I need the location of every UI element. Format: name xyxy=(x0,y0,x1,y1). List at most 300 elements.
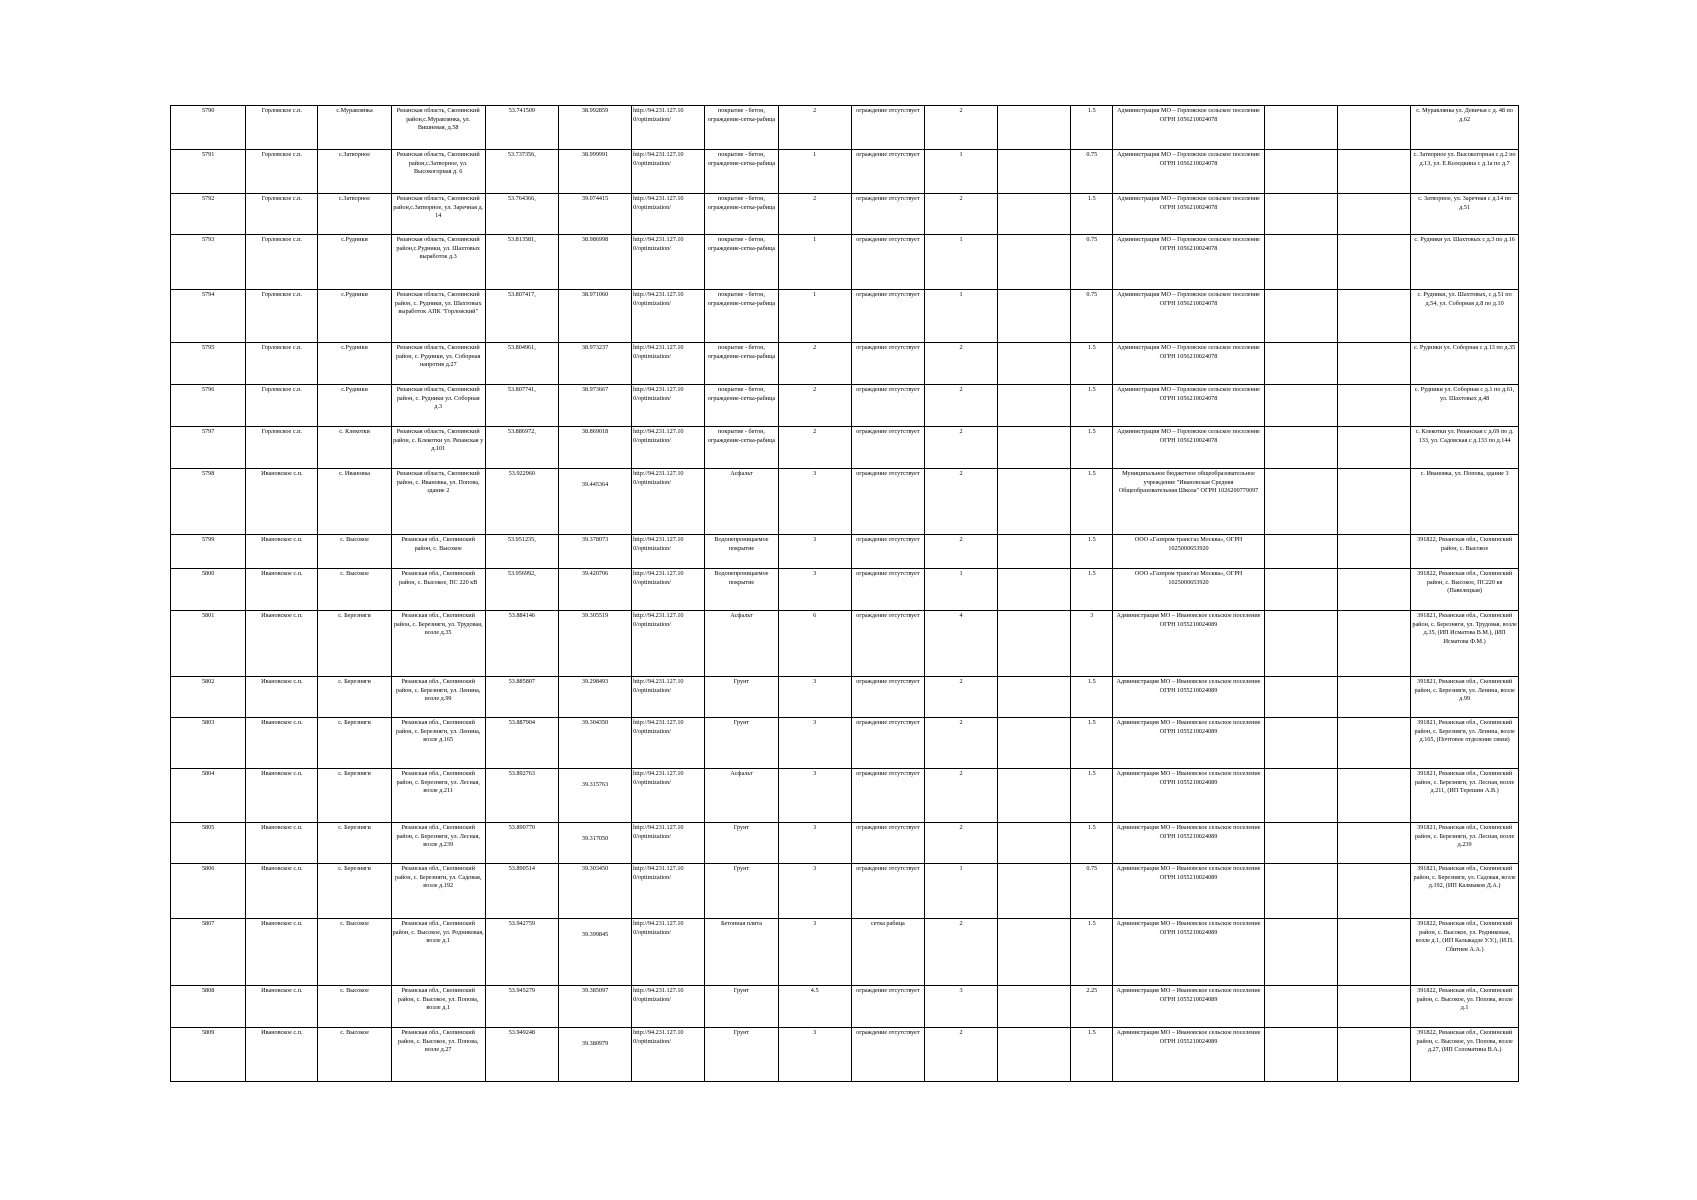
longitude-cell: 39.315763 xyxy=(558,769,631,823)
empty-cell xyxy=(998,769,1071,823)
map-link-cell[interactable]: http://94.231.127.10 0/optimization/ xyxy=(632,106,705,150)
address-cell: Рязанская обл., Скопинский район, с. Березняги, ул. Ленина, возле д.99 xyxy=(391,677,485,718)
empty-cell xyxy=(1338,194,1411,235)
locality-cell: с. Клекотки xyxy=(318,427,391,469)
empty-cell xyxy=(998,919,1071,986)
map-link-cell[interactable]: http://94.231.127.10 0/optimization/ xyxy=(632,864,705,919)
map-link-cell[interactable]: http://94.231.127.10 0/optimization/ xyxy=(632,611,705,677)
owner-cell: Администрация МО – Ивановское сельское поселение ОГРН 1055210024089 xyxy=(1113,718,1265,769)
area-cell: 1 xyxy=(778,235,851,290)
volume-cell: 1.5 xyxy=(1071,469,1113,535)
waste-sources-cell: 391822, Рязанская обл., Скопинский район, с. Высокое, ул. Попова, возле д.27, (ИП Соломатина В.А.) xyxy=(1411,1028,1519,1082)
latitude-cell: 53.951235, xyxy=(485,535,558,569)
empty-cell xyxy=(1264,235,1337,290)
volume-cell: 1.5 xyxy=(1071,919,1113,986)
address-cell: Рязанская область, Скопинский район, с. Клекотки ул. Рязанская у д.101 xyxy=(391,427,485,469)
empty-cell xyxy=(1264,427,1337,469)
container-count-cell: 2 xyxy=(924,769,997,823)
container-count-cell: 2 xyxy=(924,677,997,718)
empty-cell xyxy=(998,535,1071,569)
waste-sources-cell: с. Рудники, ул. Шахтовых, с д.51 по д.54, ул. Соборная д.8 по д.10 xyxy=(1411,290,1519,343)
area-cell: 4.5 xyxy=(778,986,851,1028)
waste-sources-cell: с. Рудники ул. Шахтовых с д.3 по д.16 xyxy=(1411,235,1519,290)
area-cell: 3 xyxy=(778,569,851,611)
volume-cell: 1.5 xyxy=(1071,1028,1113,1082)
longitude-cell: 39.305519 xyxy=(558,611,631,677)
locality-cell: с. Высокое xyxy=(318,919,391,986)
longitude-cell: 38.973237 xyxy=(558,343,631,385)
address-cell: Рязанская область, Скопинский район,с.Затворное, ул. Заречная д. 14 xyxy=(391,194,485,235)
owner-cell: ООО «Газпром трансгаз Москва», ОГРН 1025000653920 xyxy=(1113,535,1265,569)
waste-sources-cell: с. Клекотки ул. Рязанская с д.69 по д. 133, ул. Садовская с д.133 по д.144 xyxy=(1411,427,1519,469)
owner-cell: Администрация МО – Горловское сельское поселение ОГРН 1056210024078 xyxy=(1113,106,1265,150)
empty-cell xyxy=(998,823,1071,864)
locality-cell: с.Затворное xyxy=(318,150,391,194)
table-row xyxy=(171,769,1519,823)
map-link-cell[interactable]: http://94.231.127.10 0/optimization/ xyxy=(632,235,705,290)
settlement-cell: Горловское с.п. xyxy=(246,343,318,385)
map-link-cell[interactable]: http://94.231.127.10 0/optimization/ xyxy=(632,986,705,1028)
latitude-cell: 53.804961, xyxy=(485,343,558,385)
locality-cell: с.Рудники xyxy=(318,385,391,427)
empty-cell xyxy=(1338,769,1411,823)
fence-cell: сетка рабица xyxy=(851,919,924,986)
empty-cell xyxy=(998,385,1071,427)
row-number: 5797 xyxy=(171,427,246,469)
container-count-cell: 1 xyxy=(924,569,997,611)
locality-cell: с. Березняги xyxy=(318,718,391,769)
empty-cell xyxy=(1264,469,1337,535)
surface-cell: покрытие - бетон, ограждение-сетка-рабица xyxy=(705,385,778,427)
settlement-cell: Ивановское с.п. xyxy=(246,469,318,535)
area-cell: 1 xyxy=(778,150,851,194)
owner-cell: Администрация МО – Ивановское сельское поселение ОГРН 1055210024089 xyxy=(1113,1028,1265,1082)
locality-cell: с. Высокое xyxy=(318,535,391,569)
row-number: 5796 xyxy=(171,385,246,427)
empty-cell xyxy=(1264,986,1337,1028)
volume-cell: 3 xyxy=(1071,611,1113,677)
address-cell: Рязанская обл., Скопинский район, с. Березняги, ул. Трудовая, возле д.35 xyxy=(391,611,485,677)
waste-sources-cell: 391822, Рязанская обл., Скопинский район, с. Высокое, ПС220 кв (Павелецкая) xyxy=(1411,569,1519,611)
row-number: 5800 xyxy=(171,569,246,611)
surface-cell: Асфальт xyxy=(705,469,778,535)
address-cell: Рязанская область, Скопинский район, с. Рудники, ул. Соборная напротив д.27 xyxy=(391,343,485,385)
latitude-cell: 53.887904 xyxy=(485,718,558,769)
waste-sources-cell: с. Муравлянка ул. Девичья с д. 48 по д.62 xyxy=(1411,106,1519,150)
table-row xyxy=(171,235,1519,290)
locality-cell: с.Рудники xyxy=(318,235,391,290)
area-cell: 3 xyxy=(778,1028,851,1082)
table-row xyxy=(171,823,1519,864)
empty-cell xyxy=(998,427,1071,469)
area-cell: 6 xyxy=(778,611,851,677)
table-row xyxy=(171,677,1519,718)
owner-cell: Муниципальное бюджетное общеобразовательное учреждение "Ивановская Средняя Общеобразовательная Школа" ОГРН 1026200779097 xyxy=(1113,469,1265,535)
surface-cell: покрытие - бетон, ограждение-сетка-рабица xyxy=(705,150,778,194)
fence-cell: ограждение отсутствует xyxy=(851,194,924,235)
locality-cell: с. Высокое xyxy=(318,986,391,1028)
empty-cell xyxy=(1338,427,1411,469)
surface-cell: Грунт xyxy=(705,718,778,769)
address-cell: Рязанская обл., Скопинский район, с. Березняги, ул. Лесная, возле д.211 xyxy=(391,769,485,823)
volume-cell: 1.5 xyxy=(1071,343,1113,385)
row-number: 5803 xyxy=(171,718,246,769)
volume-cell: 0.75 xyxy=(1071,235,1113,290)
owner-cell: ООО «Газпром трансгаз Москва», ОГРН 1025000653920 xyxy=(1113,569,1265,611)
owner-cell: Администрация МО – Ивановское сельское поселение ОГРН 1055210024089 xyxy=(1113,919,1265,986)
fence-cell: ограждение отсутствует xyxy=(851,769,924,823)
volume-cell: 0.75 xyxy=(1071,150,1113,194)
locality-cell: с. Березняги xyxy=(318,864,391,919)
container-count-cell: 2 xyxy=(924,1028,997,1082)
row-number: 5794 xyxy=(171,290,246,343)
map-link-cell[interactable]: http://94.231.127.10 0/optimization/ xyxy=(632,569,705,611)
empty-cell xyxy=(998,106,1071,150)
fence-cell: ограждение отсутствует xyxy=(851,1028,924,1082)
latitude-cell: 53.807741, xyxy=(485,385,558,427)
volume-cell: 1.5 xyxy=(1071,427,1113,469)
fence-cell: ограждение отсутствует xyxy=(851,718,924,769)
longitude-cell: 39.385097 xyxy=(558,986,631,1028)
row-number: 5790 xyxy=(171,106,246,150)
waste-sources-cell: 391821, Рязанская обл., Скопинский район, с. Березняги, ул. Трудовая, возле д.35, (ИП Исматова В.М.), (ИП Исматова Ф.М.) xyxy=(1411,611,1519,677)
table-row xyxy=(171,427,1519,469)
area-cell: 2 xyxy=(778,427,851,469)
owner-cell: Администрация МО – Ивановское сельское поселение ОГРН 1055210024089 xyxy=(1113,986,1265,1028)
row-number: 5799 xyxy=(171,535,246,569)
volume-cell: 2.25 xyxy=(1071,986,1113,1028)
latitude-cell: 53.813581, xyxy=(485,235,558,290)
empty-cell xyxy=(1264,769,1337,823)
empty-cell xyxy=(1338,569,1411,611)
longitude-cell: 39.317050 xyxy=(558,823,631,864)
fence-cell: ограждение отсутствует xyxy=(851,611,924,677)
volume-cell: 1.5 xyxy=(1071,569,1113,611)
table-row xyxy=(171,1028,1519,1082)
settlement-cell: Горловское с.п. xyxy=(246,235,318,290)
row-number: 5798 xyxy=(171,469,246,535)
container-count-cell: 2 xyxy=(924,385,997,427)
empty-cell xyxy=(998,677,1071,718)
area-cell: 3 xyxy=(778,823,851,864)
volume-cell: 1.5 xyxy=(1071,194,1113,235)
container-count-cell: 3 xyxy=(924,986,997,1028)
latitude-cell: 53.764366, xyxy=(485,194,558,235)
fence-cell: ограждение отсутствует xyxy=(851,106,924,150)
owner-cell: Администрация МО – Горловское сельское поселение ОГРН 1056210024078 xyxy=(1113,427,1265,469)
area-cell: 3 xyxy=(778,469,851,535)
container-count-cell: 2 xyxy=(924,718,997,769)
volume-cell: 0.75 xyxy=(1071,290,1113,343)
empty-cell xyxy=(1338,919,1411,986)
address-cell: Рязанская область, Скопинский район,с.Затворное, ул. Высокогорная д. 6 xyxy=(391,150,485,194)
map-link-cell[interactable]: http://94.231.127.10 0/optimization/ xyxy=(632,385,705,427)
fence-cell: ограждение отсутствует xyxy=(851,569,924,611)
empty-cell xyxy=(1338,677,1411,718)
fence-cell: ограждение отсутствует xyxy=(851,823,924,864)
surface-cell: Грунт xyxy=(705,1028,778,1082)
empty-cell xyxy=(998,235,1071,290)
settlement-cell: Ивановское с.п. xyxy=(246,569,318,611)
address-cell: Рязанская обл., Скопинский район, с. Высокое, ул. Попова, возле д.27 xyxy=(391,1028,485,1082)
container-count-cell: 2 xyxy=(924,106,997,150)
table-row xyxy=(171,343,1519,385)
longitude-cell: 38.999991 xyxy=(558,150,631,194)
latitude-cell: 53.949248 xyxy=(485,1028,558,1082)
latitude-cell: 53.885807 xyxy=(485,677,558,718)
row-number: 5795 xyxy=(171,343,246,385)
map-link-cell[interactable]: http://94.231.127.10 0/optimization/ xyxy=(632,290,705,343)
longitude-cell: 39.380979 xyxy=(558,1028,631,1082)
waste-sources-cell: 391822, Рязанская обл., Скопинский район, с. Высокое, ул. Родниковая, возле д.1, (ИП Калыкадзе У.У.), (И.П. Сбитнев А.А.) xyxy=(1411,919,1519,986)
locality-cell: с. Высокое xyxy=(318,569,391,611)
address-cell: Рязанская обл., Скопинский район, с. Березняги, ул. Садовая, возле д.192 xyxy=(391,864,485,919)
table-row xyxy=(171,469,1519,535)
address-cell: Рязанская область, Скопинский район, с. Рудники, ул. Шахтовых выработок АПК "Горловский" xyxy=(391,290,485,343)
volume-cell: 1.5 xyxy=(1071,106,1113,150)
owner-cell: Администрация МО – Ивановское сельское поселение ОГРН 1055210024089 xyxy=(1113,823,1265,864)
map-link-cell[interactable]: http://94.231.127.10 0/optimization/ xyxy=(632,919,705,986)
table-row xyxy=(171,290,1519,343)
longitude-cell: 39.298493 xyxy=(558,677,631,718)
address-cell: Рязанская обл., Скопинский район, с. Березняги, ул. Ленина, возле д.165 xyxy=(391,718,485,769)
empty-cell xyxy=(998,718,1071,769)
settlement-cell: Ивановское с.п. xyxy=(246,677,318,718)
map-link-cell[interactable]: http://94.231.127.10 0/optimization/ xyxy=(632,194,705,235)
empty-cell xyxy=(1264,106,1337,150)
map-link-cell[interactable]: http://94.231.127.10 0/optimization/ xyxy=(632,150,705,194)
settlement-cell: Горловское с.п. xyxy=(246,385,318,427)
empty-cell xyxy=(1264,1028,1337,1082)
address-cell: Рязанская обл., Скопинский район, с. Высокое, ул. Родниковая, возле д.1 xyxy=(391,919,485,986)
surface-cell: Грунт xyxy=(705,986,778,1028)
surface-cell: покрытие - бетон, ограждение-сетка-рабица xyxy=(705,343,778,385)
waste-sources-cell: с. Ивановка, ул. Попова, здание 3 xyxy=(1411,469,1519,535)
map-link-cell[interactable]: http://94.231.127.10 0/optimization/ xyxy=(632,718,705,769)
surface-cell: покрытие - бетон, ограждение-сетка-рабица xyxy=(705,235,778,290)
table-row xyxy=(171,385,1519,427)
container-count-cell: 1 xyxy=(924,150,997,194)
volume-cell: 0.75 xyxy=(1071,864,1113,919)
empty-cell xyxy=(998,864,1071,919)
map-link-cell[interactable]: http://94.231.127.10 0/optimization/ xyxy=(632,823,705,864)
row-number: 5802 xyxy=(171,677,246,718)
locality-cell: с. Березняги xyxy=(318,677,391,718)
row-number: 5804 xyxy=(171,769,246,823)
container-count-cell: 2 xyxy=(924,469,997,535)
empty-cell xyxy=(1338,718,1411,769)
locality-cell: с. Березняги xyxy=(318,769,391,823)
map-link-cell[interactable]: http://94.231.127.10 0/optimization/ xyxy=(632,427,705,469)
container-count-cell: 2 xyxy=(924,919,997,986)
registry-sheet xyxy=(170,105,1519,1082)
latitude-cell: 53.922960 xyxy=(485,469,558,535)
longitude-cell: 39.303450 xyxy=(558,864,631,919)
longitude-cell: 39.074415 xyxy=(558,194,631,235)
map-link-cell[interactable]: http://94.231.127.10 0/optimization/ xyxy=(632,535,705,569)
map-link-cell[interactable]: http://94.231.127.10 0/optimization/ xyxy=(632,677,705,718)
table-row xyxy=(171,569,1519,611)
table-row xyxy=(171,718,1519,769)
area-cell: 2 xyxy=(778,194,851,235)
table-row xyxy=(171,106,1519,150)
locality-cell: с. Ивановка xyxy=(318,469,391,535)
table-row xyxy=(171,194,1519,235)
empty-cell xyxy=(1338,1028,1411,1082)
area-cell: 3 xyxy=(778,769,851,823)
longitude-cell: 38.869018 xyxy=(558,427,631,469)
settlement-cell: Горловское с.п. xyxy=(246,194,318,235)
container-count-cell: 4 xyxy=(924,611,997,677)
container-count-cell: 2 xyxy=(924,343,997,385)
empty-cell xyxy=(1338,986,1411,1028)
longitude-cell: 38.971060 xyxy=(558,290,631,343)
empty-cell xyxy=(998,290,1071,343)
settlement-cell: Горловское с.п. xyxy=(246,106,318,150)
address-cell: Рязанская обл., Скопинский район, с. Высокое xyxy=(391,535,485,569)
empty-cell xyxy=(1338,823,1411,864)
fence-cell: ограждение отсутствует xyxy=(851,864,924,919)
empty-cell xyxy=(1264,290,1337,343)
table-row xyxy=(171,535,1519,569)
waste-sources-cell: 391821, Рязанская обл., Скопинский район, с. Березняги, ул. Лесная, возле д.211, (ИП Терешин А.В.) xyxy=(1411,769,1519,823)
area-cell: 3 xyxy=(778,919,851,986)
empty-cell xyxy=(1338,290,1411,343)
row-number: 5801 xyxy=(171,611,246,677)
owner-cell: Администрация МО – Ивановское сельское поселение ОГРН 1055210024089 xyxy=(1113,611,1265,677)
waste-sources-cell: с. Затворное ул. Высокогорная с д.2 по д.13, ул. Е.Колодкина с д.1а по д.7 xyxy=(1411,150,1519,194)
empty-cell xyxy=(1338,535,1411,569)
settlement-cell: Ивановское с.п. xyxy=(246,1028,318,1082)
empty-cell xyxy=(998,150,1071,194)
latitude-cell: 53.884146 xyxy=(485,611,558,677)
fence-cell: ограждение отсутствует xyxy=(851,469,924,535)
area-cell: 3 xyxy=(778,677,851,718)
empty-cell xyxy=(1264,718,1337,769)
empty-cell xyxy=(1338,343,1411,385)
registry-rows xyxy=(171,106,1519,1082)
fence-cell: ограждение отсутствует xyxy=(851,343,924,385)
volume-cell: 1.5 xyxy=(1071,677,1113,718)
locality-cell: с.Муравлянка xyxy=(318,106,391,150)
table-row xyxy=(171,986,1519,1028)
settlement-cell: Горловское с.п. xyxy=(246,290,318,343)
address-cell: Рязанская область, Скопинский район, с. Ивановка, ул. Попова, здание 2 xyxy=(391,469,485,535)
volume-cell: 1.5 xyxy=(1071,718,1113,769)
row-number: 5791 xyxy=(171,150,246,194)
address-cell: Рязанская обл., Скопинский район, с. Высокое, ПС 220 кВ xyxy=(391,569,485,611)
waste-sources-cell: с. Рудники ул. Соборная с д.1 по д.61, ул. Шахтовых д.48 xyxy=(1411,385,1519,427)
settlement-cell: Ивановское с.п. xyxy=(246,611,318,677)
owner-cell: Администрация МО – Горловское сельское поселение ОГРН 1056210024078 xyxy=(1113,150,1265,194)
settlement-cell: Ивановское с.п. xyxy=(246,864,318,919)
empty-cell xyxy=(1338,150,1411,194)
table-row xyxy=(171,611,1519,677)
row-number: 5809 xyxy=(171,1028,246,1082)
locality-cell: с.Рудники xyxy=(318,343,391,385)
empty-cell xyxy=(1264,150,1337,194)
locality-cell: с.Затворное xyxy=(318,194,391,235)
empty-cell xyxy=(1264,569,1337,611)
address-cell: Рязанская область, Скопинский район, с. Рудники ул. Соборная д.3 xyxy=(391,385,485,427)
table-row xyxy=(171,150,1519,194)
settlement-cell: Ивановское с.п. xyxy=(246,823,318,864)
row-number: 5793 xyxy=(171,235,246,290)
volume-cell: 1.5 xyxy=(1071,535,1113,569)
waste-sources-cell: 391821, Рязанская обл., Скопинский район, с. Березняги, ул. Садовая, возле д.192, (ИП Калмыков Д.А.) xyxy=(1411,864,1519,919)
surface-cell: покрытие - бетон, ограждение-сетка-рабица xyxy=(705,194,778,235)
settlement-cell: Ивановское с.п. xyxy=(246,986,318,1028)
empty-cell xyxy=(998,1028,1071,1082)
empty-cell xyxy=(1338,235,1411,290)
latitude-cell: 53.807417, xyxy=(485,290,558,343)
container-count-cell: 1 xyxy=(924,290,997,343)
empty-cell xyxy=(1264,919,1337,986)
empty-cell xyxy=(1264,535,1337,569)
area-cell: 2 xyxy=(778,343,851,385)
map-link-cell[interactable]: http://94.231.127.10 0/optimization/ xyxy=(632,1028,705,1082)
map-link-cell[interactable]: http://94.231.127.10 0/optimization/ xyxy=(632,343,705,385)
row-number: 5806 xyxy=(171,864,246,919)
empty-cell xyxy=(1338,385,1411,427)
settlement-cell: Ивановское с.п. xyxy=(246,718,318,769)
map-link-cell[interactable]: http://94.231.127.10 0/optimization/ xyxy=(632,769,705,823)
registry-table xyxy=(170,105,1519,1082)
empty-cell xyxy=(1264,823,1337,864)
waste-sources-cell: 391822, Рязанская обл., Скопинский район, с. Высокое, ул. Попова, возле д.1 xyxy=(1411,986,1519,1028)
settlement-cell: Горловское с.п. xyxy=(246,150,318,194)
fence-cell: ограждение отсутствует xyxy=(851,986,924,1028)
empty-cell xyxy=(998,611,1071,677)
owner-cell: Администрация МО – Горловское сельское поселение ОГРН 1056210024078 xyxy=(1113,343,1265,385)
fence-cell: ограждение отсутствует xyxy=(851,427,924,469)
fence-cell: ограждение отсутствует xyxy=(851,677,924,718)
surface-cell: Водонепроницаемое покрытие xyxy=(705,569,778,611)
empty-cell xyxy=(1338,106,1411,150)
longitude-cell: 39.399845 xyxy=(558,919,631,986)
container-count-cell: 2 xyxy=(924,427,997,469)
surface-cell: Грунт xyxy=(705,677,778,718)
area-cell: 2 xyxy=(778,385,851,427)
container-count-cell: 2 xyxy=(924,823,997,864)
address-cell: Рязанская обл., Скопинский район, с. Высокое, ул. Попова, возле д.1 xyxy=(391,986,485,1028)
longitude-cell: 38.986998 xyxy=(558,235,631,290)
empty-cell xyxy=(1264,864,1337,919)
area-cell: 1 xyxy=(778,290,851,343)
container-count-cell: 2 xyxy=(924,535,997,569)
latitude-cell: 53.737356, xyxy=(485,150,558,194)
area-cell: 2 xyxy=(778,106,851,150)
fence-cell: ограждение отсутствует xyxy=(851,235,924,290)
settlement-cell: Ивановское с.п. xyxy=(246,535,318,569)
map-link-cell[interactable]: http://94.231.127.10 0/optimization/ xyxy=(632,469,705,535)
latitude-cell: 53.892763 xyxy=(485,769,558,823)
surface-cell: Грунт xyxy=(705,864,778,919)
latitude-cell: 53.956992, xyxy=(485,569,558,611)
surface-cell: Асфальт xyxy=(705,769,778,823)
longitude-cell: 39.378073 xyxy=(558,535,631,569)
owner-cell: Администрация МО – Горловское сельское поселение ОГРН 1056210024078 xyxy=(1113,385,1265,427)
surface-cell: Грунт xyxy=(705,823,778,864)
owner-cell: Администрация МО – Горловское сельское поселение ОГРН 1056210024078 xyxy=(1113,194,1265,235)
latitude-cell: 53.741509 xyxy=(485,106,558,150)
locality-cell: с.Рудники xyxy=(318,290,391,343)
latitude-cell: 53.942759 xyxy=(485,919,558,986)
surface-cell: Бетонная плита xyxy=(705,919,778,986)
volume-cell: 1.5 xyxy=(1071,823,1113,864)
area-cell: 3 xyxy=(778,535,851,569)
address-cell: Рязанская область, Скопинский район,с.Рудники, ул. Шахтовых выработок д.3 xyxy=(391,235,485,290)
